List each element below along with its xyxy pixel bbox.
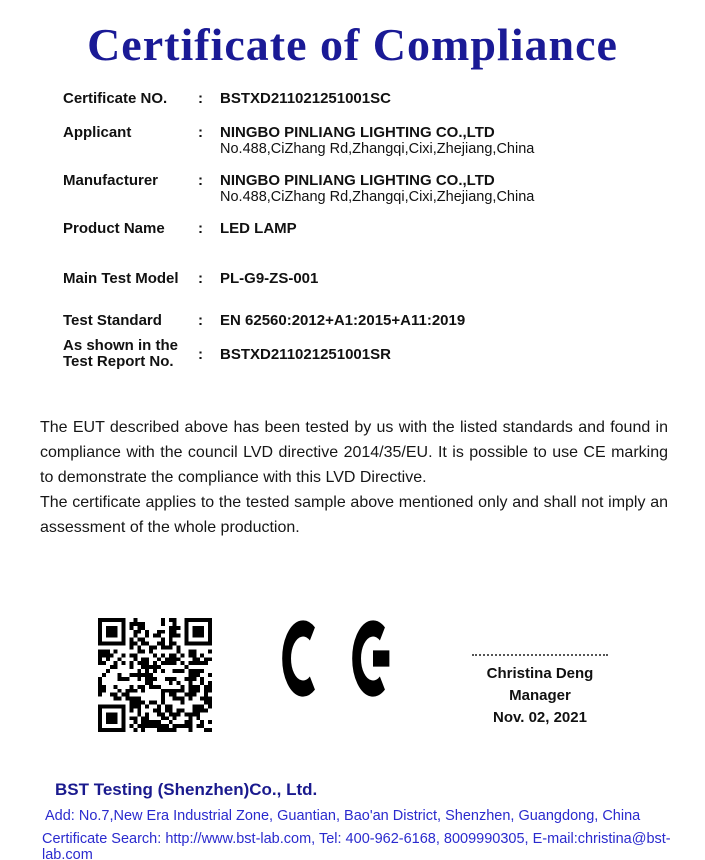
certificate-title: Certificate of Compliance: [87, 19, 618, 70]
field-label: Certificate NO.: [63, 90, 168, 107]
ce-letter-c-icon: [282, 620, 324, 697]
issuer-company-name: BST Testing (Shenzhen)Co., Ltd.: [55, 780, 318, 799]
signatory-role: Manager: [509, 687, 571, 704]
test-standard-value: EN 62560:2012+A1:2015+A11:2019: [220, 312, 466, 329]
field-label: Product Name: [63, 220, 165, 237]
field-row-applicant: [63, 124, 653, 158]
ce-letter-e-icon: [352, 620, 394, 697]
field-row-product-name: [63, 220, 653, 237]
field-row-test-report-no: [63, 338, 653, 370]
field-row-certificate-no: [63, 90, 653, 107]
field-row-main-test-model: [63, 270, 653, 287]
field-colon: :: [198, 312, 203, 329]
test-report-number-value: BSTXD211021251001SR: [220, 345, 391, 363]
applicant-value: [220, 124, 653, 158]
field-label: Manufacturer: [63, 172, 159, 189]
field-label: Test Standard: [63, 312, 162, 329]
field-colon: :: [198, 270, 203, 287]
certificate-fields: [63, 90, 653, 370]
certificate-search-prefix: Certificate Search:: [42, 831, 166, 847]
signatory-name: Christina Deng: [486, 665, 594, 682]
field-colon: :: [198, 90, 203, 107]
qr-code: [98, 618, 212, 732]
compliance-statement: [40, 415, 668, 540]
certificate-number-value: BSTXD211021251001SC: [220, 90, 391, 107]
manufacturer-value: [220, 172, 653, 206]
field-colon: :: [198, 124, 203, 141]
field-row-test-standard: [63, 312, 653, 329]
applicant-address: No.488,CiZhang Rd,Zhangqi,Cixi,Zhejiang,China: [220, 141, 535, 157]
field-row-manufacturer: [63, 172, 653, 206]
statement-paragraph-1: The EUT described above has been tested by us with the listed standards and found in compliance with the council LVD directive 2014/35/EU. It is possible to use CE marking to demonstrate the compliance with this LVD Directive.: [40, 419, 668, 486]
field-label: Applicant: [63, 124, 132, 141]
manufacturer-address: No.488,CiZhang Rd,Zhangqi,Cixi,Zhejiang,China: [220, 189, 535, 205]
certificate-search-link[interactable]: http://www.bst-lab.com: [165, 831, 312, 847]
signature-line: [472, 654, 608, 656]
field-colon: :: [198, 345, 203, 363]
field-colon: :: [198, 220, 203, 237]
field-label: As shown in the Test Report No.: [63, 337, 179, 370]
certificate-search-rest: , Tel: 400-962-6168, 8009990305, E-mail:christina@bst-lab.com: [42, 831, 671, 860]
field-label: Main Test Model: [63, 270, 179, 287]
main-test-model-value: PL-G9-ZS-001: [220, 270, 319, 287]
signature-date: Nov. 02, 2021: [493, 709, 587, 726]
issuer-address: Add: No.7,New Era Industrial Zone, Guantian, Bao'an District, Shenzhen, Guangdong, China: [45, 808, 641, 824]
applicant-company: NINGBO PINLIANG LIGHTING CO.,LTD: [220, 124, 495, 141]
field-colon: :: [198, 172, 203, 189]
certificate-search-line: [42, 831, 705, 860]
signature-block: [472, 646, 608, 729]
manufacturer-company: NINGBO PINLIANG LIGHTING CO.,LTD: [220, 172, 495, 189]
product-name-value: LED LAMP: [220, 220, 297, 237]
ce-mark: [282, 620, 394, 697]
statement-paragraph-2: The certificate applies to the tested sample above mentioned only and shall not imply an assessment of the whole production.: [40, 494, 668, 536]
